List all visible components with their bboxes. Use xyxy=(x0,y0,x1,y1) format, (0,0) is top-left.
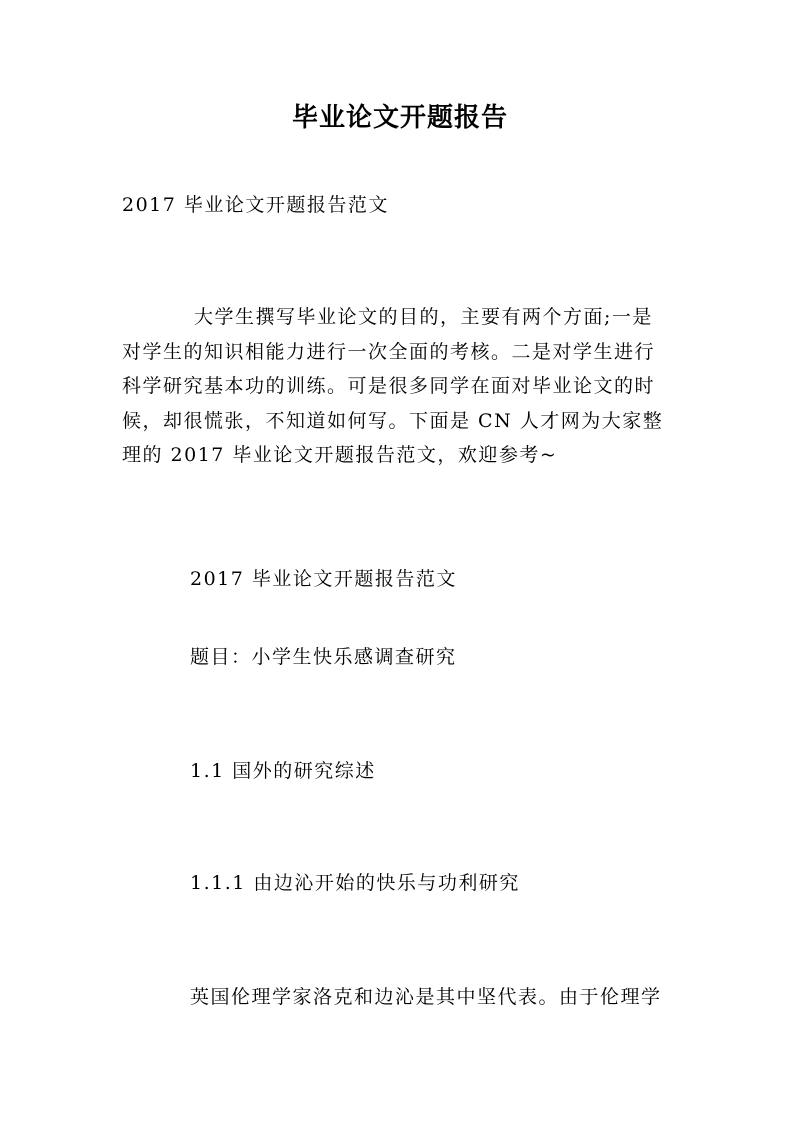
intro-paragraph xyxy=(122,300,682,473)
intro-line: 理的 2017 毕业论文开题报告范文，欢迎参考~ xyxy=(122,444,558,466)
intro-line: 大学生撰写毕业论文的目的，主要有两个方面;一是 xyxy=(194,306,653,328)
heading-1-1: 1.1 国外的研究综述 xyxy=(190,760,376,782)
section-heading: 2017 毕业论文开题报告范文 xyxy=(190,568,457,590)
intro-line: 科学研究基本功的训练。可是很多同学在面对毕业论文的时 xyxy=(122,375,656,397)
document-subtitle: 2017 毕业论文开题报告范文 xyxy=(122,194,389,216)
heading-1-1-1: 1.1.1 由边沁开始的快乐与功利研究 xyxy=(190,872,520,894)
intro-line: 对学生的知识相能力进行一次全面的考核。二是对学生进行 xyxy=(122,340,656,363)
document-title: 毕业论文开题报告 xyxy=(291,103,508,133)
topic-line: 题目：小学生快乐感调查研究 xyxy=(190,646,457,668)
body-paragraph-start: 英国伦理学家洛克和边沁是其中坚代表。由于伦理学 xyxy=(190,986,662,1008)
intro-line: 候，却很慌张，不知道如何写。下面是 CN 人才网为大家整 xyxy=(122,409,664,432)
